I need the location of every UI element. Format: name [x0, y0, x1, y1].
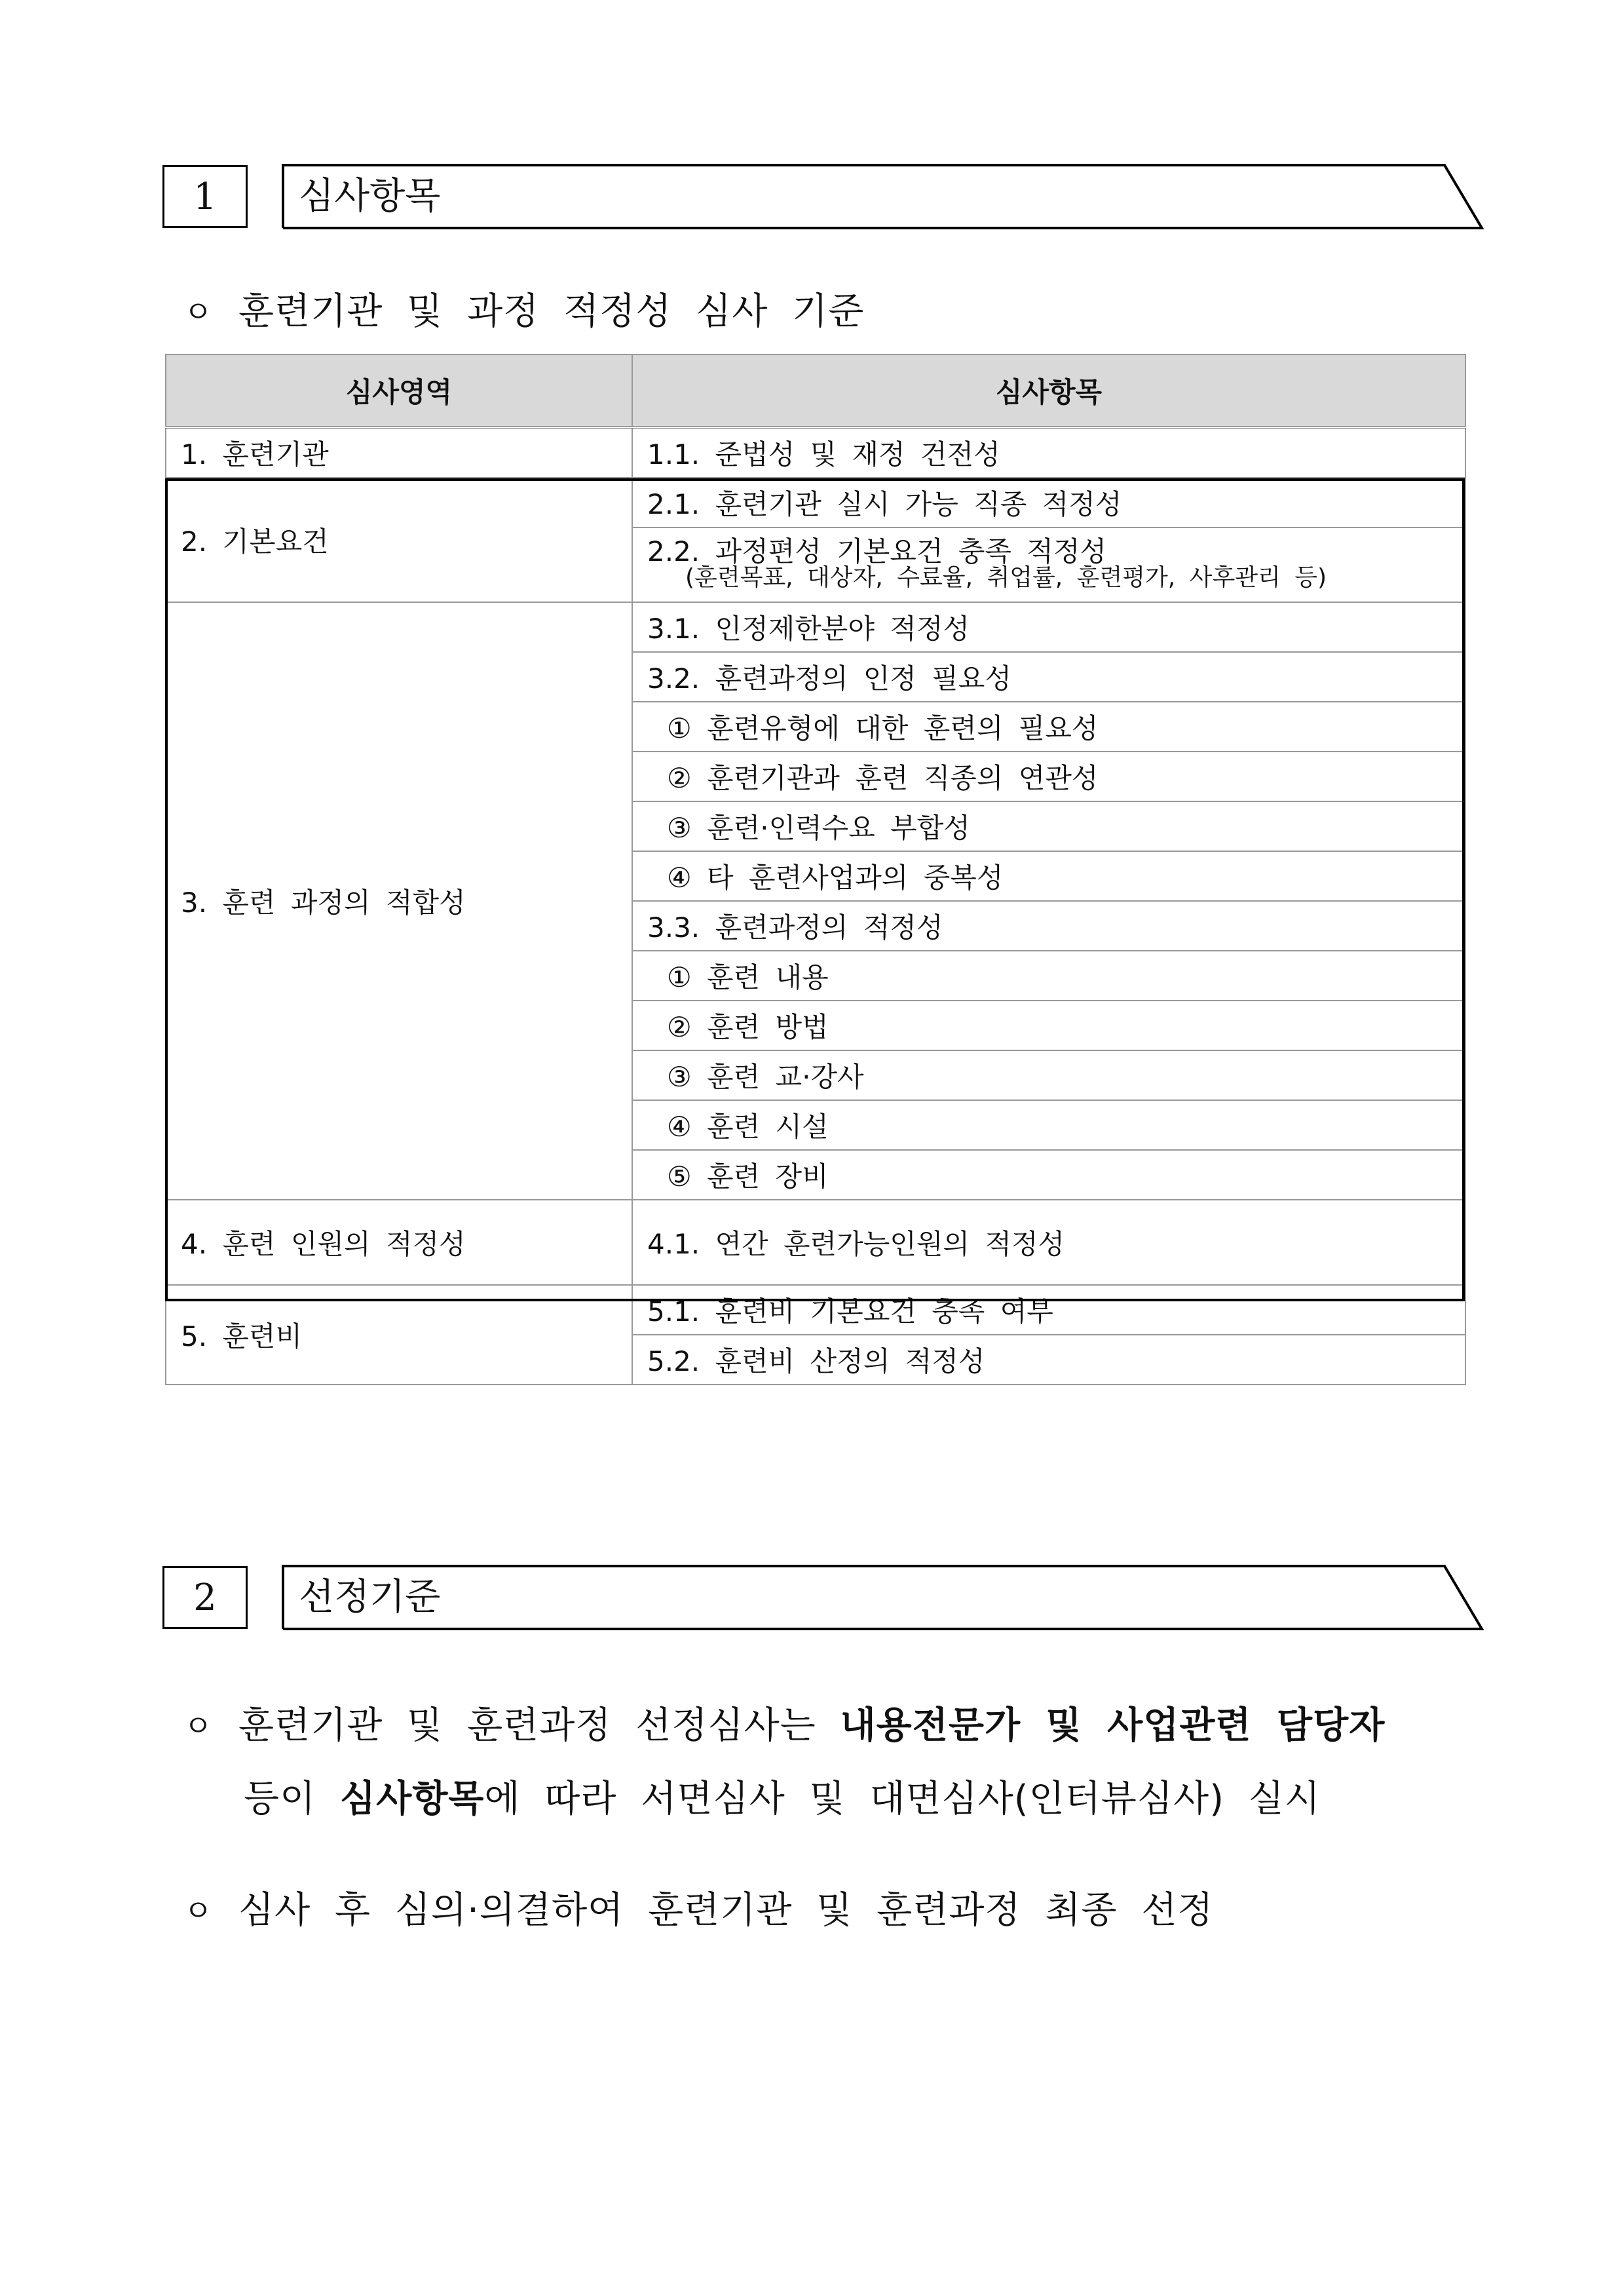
sub-item-cell: ③ 훈련·인력수요 부합성 [632, 801, 1465, 851]
item-cell [632, 527, 1465, 602]
item-note: (훈련목표, 대상자, 수료율, 취업률, 훈련평가, 사후관리 등) [685, 564, 1327, 591]
table-row [166, 427, 1465, 478]
title-box-shape [282, 1565, 1484, 1630]
item-cell: 2.1. 훈련기관 실시 가능 직종 적정성 [632, 478, 1465, 527]
table-row [166, 478, 1465, 527]
item-text: 2.2. 과정편성 기본요건 충족 적정성 [647, 535, 1106, 567]
section-2-title-box [282, 1565, 1484, 1630]
item-cell: 5.1. 훈련비 기본요건 충족 여부 [632, 1285, 1465, 1335]
section-1-title-box [282, 164, 1484, 229]
bullet-mark: ㅇ [183, 294, 213, 330]
criteria-table [165, 354, 1466, 1385]
sub-item-cell: ② 훈련기관과 훈련 직종의 연관성 [632, 752, 1465, 801]
sub-item-cell: ① 훈련 내용 [632, 951, 1465, 1001]
sub-item-cell: ④ 훈련 시설 [632, 1100, 1465, 1150]
area-cell: 1. 훈련기관 [166, 427, 632, 478]
table-row [166, 1200, 1465, 1285]
table-row [166, 602, 1465, 652]
area-cell: 4. 훈련 인원의 적정성 [166, 1200, 632, 1285]
item-cell: 4.1. 연간 훈련가능인원의 적정성 [632, 1200, 1465, 1285]
item-cell: 1.1. 준법성 및 재정 건전성 [632, 427, 1465, 478]
sub-item-cell: ③ 훈련 교·강사 [632, 1050, 1465, 1100]
bullet-1-bold-2: 심사항목 [340, 1778, 485, 1820]
item-cell: 3.3. 훈련과정의 적정성 [632, 901, 1465, 951]
table-row [166, 1285, 1465, 1335]
title-box-shape [282, 164, 1484, 229]
sub-item-cell: ① 훈련유형에 대한 훈련의 필요성 [632, 702, 1465, 752]
item-cell: 3.1. 인정제한분야 적정성 [632, 602, 1465, 652]
criteria-heading: 훈련기관 및 과정 적정성 심사 기준 [238, 290, 865, 333]
bullet-mark: ㅇ [183, 1893, 213, 1928]
bullet-2-text: 심사 후 심의·의결하여 훈련기관 및 훈련과정 최종 선정 [238, 1889, 1214, 1932]
section-2-number: 2 [162, 1566, 248, 1629]
area-cell: 3. 훈련 과정의 적합성 [166, 602, 632, 1200]
bullet-1-bold: 내용전문가 및 사업관련 담당자 [840, 1704, 1386, 1747]
item-cell: 5.2. 훈련비 산정의 적정성 [632, 1335, 1465, 1385]
section-2-title: 선정기준 [299, 1576, 441, 1618]
bullet-mark: ㅇ [183, 1708, 213, 1744]
section-1-number: 1 [162, 165, 248, 228]
area-cell: 5. 훈련비 [166, 1285, 632, 1385]
sub-item-cell: ⑤ 훈련 장비 [632, 1150, 1465, 1200]
section-1-title: 심사항목 [299, 175, 441, 218]
bullet-1-text: 훈련기관 및 훈련과정 선정심사는 [238, 1704, 840, 1747]
sub-item-cell: ② 훈련 방법 [632, 1001, 1465, 1050]
bullet-1-line-2-rest: 에 따라 서면심사 및 대면심사(인터뷰심사) 실시 [484, 1778, 1321, 1820]
header-area: 심사영역 [166, 354, 632, 427]
bullet-1-line-2-text: 등이 [244, 1778, 340, 1820]
sub-item-cell: ④ 타 훈련사업과의 중복성 [632, 851, 1465, 901]
item-cell: 3.2. 훈련과정의 인정 필요성 [632, 652, 1465, 702]
area-cell: 2. 기본요건 [166, 478, 632, 602]
header-item: 심사항목 [632, 354, 1465, 427]
table-header-row [166, 354, 1465, 427]
